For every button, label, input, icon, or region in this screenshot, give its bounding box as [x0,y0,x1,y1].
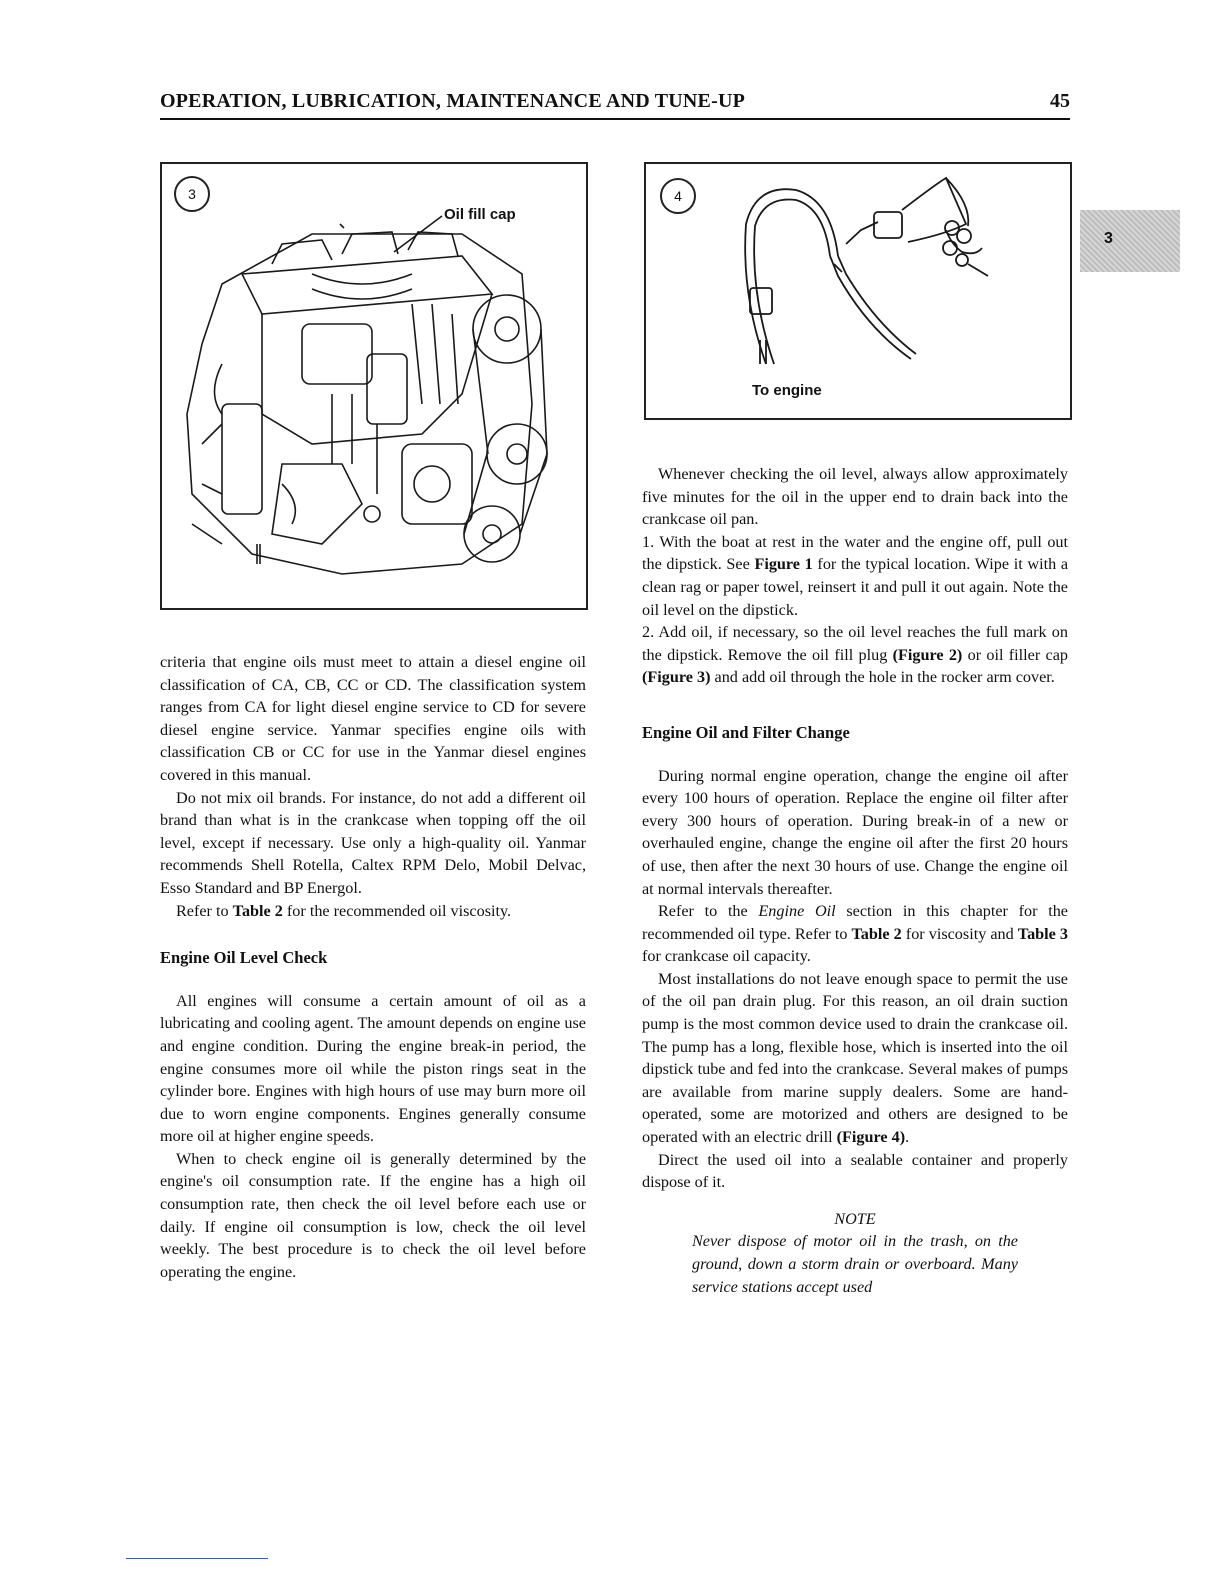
step-2: 2. Add oil, if necessary, so the oil level reaches the full mark on the dipstick. Remove the oil fill plug (Figure 2) or oil filler cap (Figure 3) and add oil through the hole in the rocker arm cover. [642,623,1068,687]
footer-line [126,1558,268,1559]
paragraph: Refer to Table 2 for the recommended oil viscosity. [176,901,512,920]
chapter-title: OPERATION, LUBRICATION, MAINTENANCE AND TUNE-UP [160,90,746,112]
paragraph: Refer to the Engine Oil section in this chapter for the recommended oil type. Refer to Table 2 for viscosity and Table 3 for crankcase oil capacity. [642,902,1069,966]
left-column [160,651,586,1283]
chapter-thumb-tab [1080,210,1180,272]
to-engine-label: To engine [752,382,822,399]
paragraph: Do not mix oil brands. For instance, do not add a different oil brand than what is in the crankcase when topping off the oil level, except if necessary. Use only a high-quality oil. Yanmar recommends Shell Rotella, Caltex RPM Delo, Mobil Delvac, Esso Standard and BP Energol. [160,788,586,897]
pump-illustration [646,164,1070,418]
paragraph: criteria that engine oils must meet to attain a diesel engine oil classification of CA, CB, CC or CD. The classification system ranges from CA for light diesel engine service to CD for severe diesel engine service. Yanmar specifies engine oils with classification CB or CC for use in the Yanmar diesel engines covered in this manual. [160,653,586,784]
table-2-ref: Table 2 [232,901,283,920]
paragraph: All engines will consume a certain amount of oil as a lubricating and cooling agent. The amount depends on engine use and engine condition. During the engine break-in period, the engine consumes more oil while the piston rings seat in the cylinder bore. Engines with high hours of use may burn more oil due to worn engine components. Engines generally consume more oil at higher engine speeds. [160,991,586,1146]
section-heading: Engine Oil and Filter Change [642,722,850,742]
figure-4-pump [644,162,1072,420]
paragraph: Direct the used oil into a sealable container and properly dispose of it. [642,1150,1068,1192]
paragraph: Most installations do not leave enough space to permit the use of the oil pan drain plug. For this reason, an oil drain suction pump is the most common device used to drain the crankcase oil. The pump has a long, flexible hose, which is inserted into the oil dipstick tube and fed into the crankcase. Several makes of pumps are available from marine supply dealers. Some are hand-operated, some are motorized and others are designed to be operated with an electric drill (Figure 4). [642,969,1068,1147]
step-1: 1. With the boat at rest in the water and the engine off, pull out the dipstick. See Figure 1 for the typical location. Wipe it with a clean rag or paper towel, reinsert it and pull it out again. Note the oil level on the dipstick. [642,532,1069,619]
figure-3-number: 3 [174,176,210,212]
oil-fill-cap-label: Oil fill cap [444,206,516,223]
right-column [642,463,1068,1298]
paragraph: Whenever checking the oil level, always allow approximately five minutes for the oil in the upper end to drain back into the crankcase oil pan. [642,465,1068,529]
paragraph: When to check engine oil is generally determined by the engine's oil consumption rate. If the engine has a high oil consumption rate, then check the oil level before each use or daily. If engine oil consumption is low, check the oil level weekly. The best procedure is to check the oil level before operating the engine. [160,1149,586,1281]
running-header [160,90,1070,120]
figure-3-engine [160,162,588,610]
figure-4-number: 4 [660,178,696,214]
paragraph: During normal engine operation, change the engine oil after every 100 hours of operation. Replace the engine oil filter after every 300 hours of operation. During break-in of a new or overhauled engine, change the engine oil after the first 20 hours of use, then after the next 30 hours of use. Change the engine oil at normal intervals thereafter. [642,766,1068,898]
chapter-tab-number: 3 [1104,230,1113,247]
section-heading: Engine Oil Level Check [160,948,328,968]
page-number: 45 [1050,90,1070,112]
engine-illustration [162,164,586,608]
note-text: Never dispose of motor oil in the trash, on the ground, down a storm drain or overboard. Many service stations accept used [692,1232,1018,1296]
note-heading: NOTE [834,1209,876,1228]
